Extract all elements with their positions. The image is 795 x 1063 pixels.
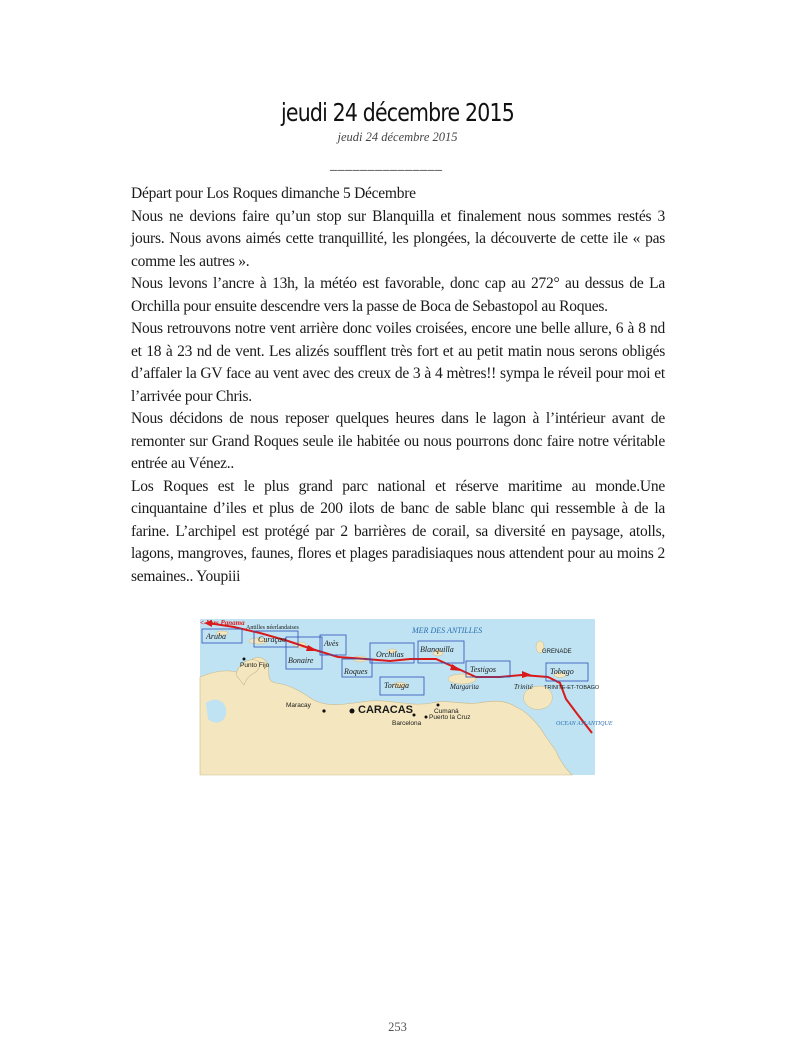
map-label-margarita: Margarita (450, 683, 479, 691)
map-label-grenade: GRENADE (542, 649, 572, 655)
map-label-orchilas: Orchilas (376, 650, 404, 659)
page-subtitle: jeudi 24 décembre 2015 (337, 130, 458, 144)
page-title: jeudi 24 décembre 2015 (281, 98, 514, 127)
map-label-aruba: Aruba (206, 632, 226, 641)
map-label-roques: Roques (344, 667, 368, 676)
paragraph: Départ pour Los Roques dimanche 5 Décembre (131, 185, 416, 202)
paragraph: Nous retrouvons notre vent arrière donc voiles croisées, encore une belle allure, 6 à 8 nd et 18 à 23 nd de vent. Les alizés soufflent très fort et au petit matin nous serons obligés d’affaler la GV face au vent avec des creux de 3 à 4 mètres!! sympa le réveil pour moi et l’arrivée pour Chris. (131, 320, 665, 405)
map-label-blanquilla: Blanquilla (420, 645, 454, 654)
city-dot-barcelona (413, 714, 416, 717)
map-label-testigos: Testigos (470, 665, 496, 674)
map-label-oceane: OCEAN ATLANTIQUE (556, 721, 613, 727)
city-dot-cumana (437, 704, 440, 707)
map-label-tobago: Tobago (550, 667, 574, 676)
map-label-trinidad-tobago: TRINITE-ET-TOBAGO (544, 685, 600, 691)
separator-line: _______________ (330, 158, 443, 173)
city-dot-caracas (350, 709, 355, 714)
map-label-puerto-la-cruz: Puerto la Cruz (429, 714, 471, 721)
paragraph: Los Roques est le plus grand parc national et réserve maritime au monde.Une cinquantaine d’iles et plus de 200 ilots de banc de sable blanc qui ressemble à de la farine. L’archipel est protégé par 2 barrières de corail, sa diversité en paysage, atolls, lagons, mangroves, faunes, flores et plages paradisiaques nous attendent pour au moins 2 semaines.. Youpiii (131, 477, 665, 585)
map-label-curacao: Curaçao (258, 635, 286, 644)
map-label-barcelona: Barcelona (392, 720, 422, 727)
paragraph: Nous ne devions faire qu’un stop sur Blanquilla et finalement nous sommes restés 3 jours. Nous avons aimés cette tranquillité, les plongées, la découverte de cette ile « pas comme les autres ». (131, 207, 665, 270)
map-label-bonaire: Bonaire (288, 656, 314, 665)
map-label-route: <-Vers Panama (200, 619, 245, 627)
map-label-sea: MER DES ANTILLES (412, 626, 483, 635)
map-label-cumana: Cumaná (434, 708, 459, 715)
map-label-maracay: Maracay (286, 702, 311, 709)
paragraph: Nous levons l’ancre à 13h, la météo est favorable, donc cap au 272° au dessus de La Orchilla pour ensuite descendre vers la passe de Boca de Sebastopol au Roques. (131, 275, 665, 315)
map-label-trinite: Trinité (514, 683, 533, 691)
map-label-caracas: CARACAS (358, 704, 413, 716)
route-map (200, 619, 613, 775)
city-dot-puerto-la-cruz (425, 716, 428, 719)
map-label-aves: Avès (324, 639, 339, 648)
city-dot-punto-fijo (243, 658, 246, 661)
map-lake (206, 700, 226, 723)
map-label-tortuga: Tortuga (384, 681, 410, 690)
map-label-punto-fijo: Punto Fijo (240, 662, 270, 669)
map-label-antilles: Antilles néerlandaises (246, 625, 299, 631)
city-dot-maracay (322, 709, 325, 712)
page-number: 253 (388, 1020, 407, 1034)
paragraph: Nous décidons de nous reposer quelques heures dans le lagon à l’intérieur avant de remonter sur Grand Roques seule ile habitée ou nous pourrons donc faire notre véritable entrée au Vénez.. (131, 410, 665, 472)
article-body (131, 183, 665, 588)
